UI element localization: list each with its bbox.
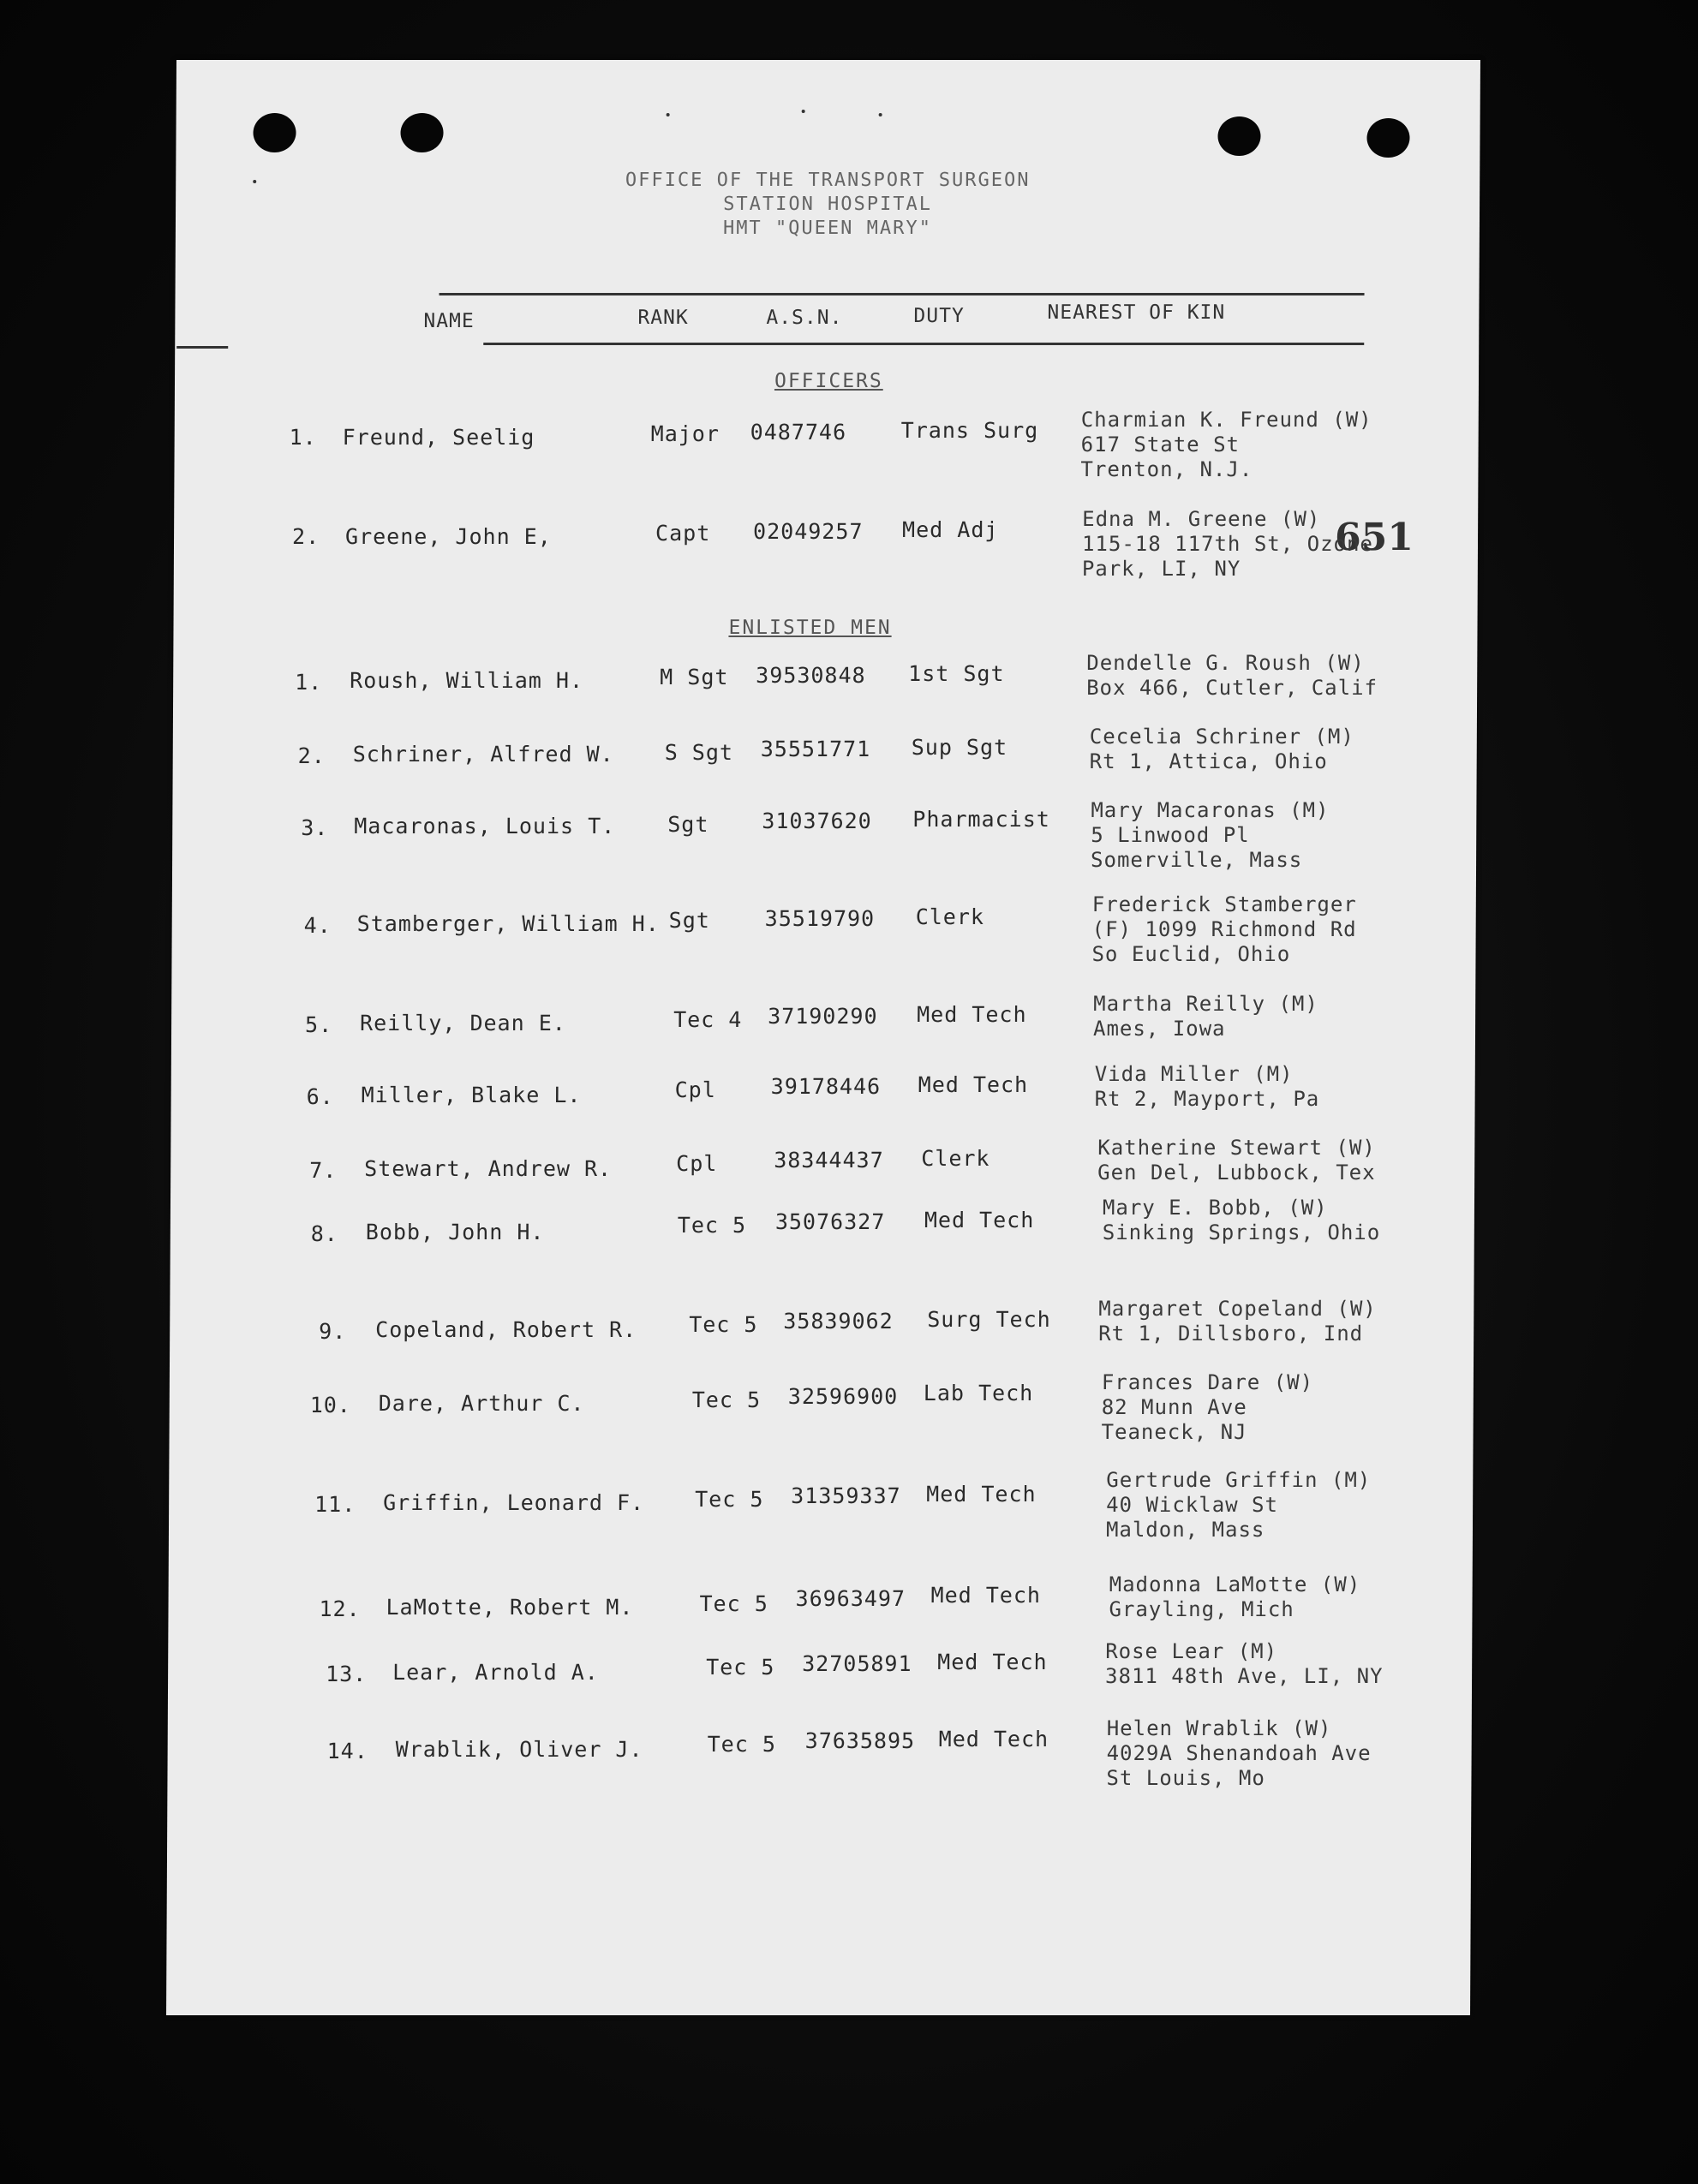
row-number: 4. (303, 913, 332, 938)
row-duty: Surg Tech (927, 1307, 1051, 1332)
kin-line: Edna M. Greene (W) (1082, 507, 1321, 531)
section-officers: OFFICERS (774, 370, 883, 392)
row-number: 2. (297, 743, 326, 768)
row-asn: 32596900 (787, 1384, 899, 1409)
kin-line: Maldon, Mass (1105, 1518, 1265, 1542)
kin-line: Mary E. Bobb, (W) (1102, 1196, 1328, 1220)
row-rank: Tec 5 (691, 1387, 762, 1412)
speck (879, 113, 882, 116)
column-name: NAME (423, 310, 475, 332)
row-kin (1090, 725, 1354, 774)
row-rank: M Sgt (660, 665, 729, 689)
speck (802, 110, 805, 113)
row-number: 1. (295, 670, 323, 695)
row-asn: 35076327 (774, 1209, 886, 1234)
row-duty: Med Tech (930, 1583, 1042, 1608)
section-enlisted-men: ENLISTED MEN (728, 617, 892, 639)
row-name: Lear, Arnold A. (392, 1660, 599, 1685)
row-rank: Tec 4 (673, 1007, 743, 1032)
speck (667, 113, 670, 116)
row-rank: Tec 5 (699, 1591, 768, 1616)
row-number: 2. (291, 524, 320, 549)
kin-line: Teaneck, NJ (1101, 1420, 1247, 1444)
row-name: Freund, Seelig (342, 425, 535, 450)
row-duty: Med Tech (917, 1002, 1027, 1027)
row-rank: Tec 5 (689, 1312, 758, 1337)
kin-line: Madonna LaMotte (W) (1109, 1572, 1361, 1596)
document-page (166, 60, 1480, 2015)
kin-line: Martha Reilly (M) (1093, 992, 1318, 1016)
kin-line: (F) 1099 Richmond Rd (1091, 917, 1357, 941)
row-asn: 02049257 (753, 519, 864, 544)
row-duty: Med Tech (924, 1208, 1035, 1232)
kin-line: 82 Munn Ave (1101, 1395, 1247, 1419)
row-name: Dare, Arthur C. (378, 1391, 585, 1416)
kin-line: Ames, Iowa (1092, 1017, 1226, 1041)
row-number: 6. (306, 1084, 334, 1109)
row-number: 8. (310, 1221, 338, 1246)
row-name: Schriner, Alfred W. (352, 742, 614, 767)
row-duty: Med Tech (918, 1072, 1029, 1097)
column-nearest-of-kin: NEAREST OF KIN (1047, 301, 1226, 324)
column-asn: A.S.N. (766, 307, 843, 329)
column-duty: DUTY (913, 305, 965, 327)
row-name: Greene, John E, (344, 524, 552, 549)
row-name: Roush, William H. (350, 668, 584, 693)
kin-line: Grayling, Mich (1109, 1597, 1294, 1621)
kin-line: Gen Del, Lubbock, Tex (1097, 1161, 1376, 1184)
kin-line: Sinking Springs, Ohio (1102, 1220, 1381, 1244)
kin-line: St Louis, Mo (1106, 1766, 1265, 1790)
row-name: Bobb, John H. (365, 1220, 545, 1244)
row-asn: 39178446 (770, 1074, 882, 1099)
row-kin (1106, 1716, 1371, 1791)
bottom-rule (483, 343, 1364, 345)
row-asn: 39530848 (756, 663, 866, 688)
kin-line: Rt 2, Mayport, Pa (1094, 1087, 1320, 1111)
row-duty: Clerk (915, 904, 985, 929)
row-name: Macaronas, Louis T. (354, 814, 616, 838)
row-number: 10. (309, 1393, 351, 1417)
row-number: 11. (314, 1492, 356, 1517)
row-rank: Tec 5 (695, 1487, 764, 1512)
kin-line: Dendelle G. Roush (W) (1086, 651, 1365, 675)
left-rule (176, 346, 228, 349)
row-kin (1097, 1136, 1376, 1185)
row-kin (1098, 1297, 1377, 1346)
kin-line: Gertrude Griffin (M) (1106, 1468, 1372, 1492)
row-name: Griffin, Leonard F. (383, 1490, 645, 1515)
row-duty: Sup Sgt (911, 735, 1008, 760)
kin-line: Charmian K. Freund (W) (1080, 408, 1372, 432)
row-rank: Cpl (676, 1151, 718, 1176)
row-number: 14. (326, 1739, 368, 1763)
punch-hole-icon (400, 113, 443, 152)
kin-line: Rt 1, Attica, Ohio (1089, 749, 1328, 773)
row-number: 5. (305, 1012, 333, 1037)
row-kin (1095, 1062, 1320, 1112)
header-office: OFFICE OF THE TRANSPORT SURGEON (625, 170, 1031, 191)
row-kin (1106, 1468, 1371, 1543)
row-asn: 37635895 (804, 1728, 916, 1753)
row-rank: Tec 5 (707, 1732, 777, 1757)
column-rank: RANK (637, 307, 689, 329)
row-duty: Med Tech (938, 1727, 1049, 1751)
row-duty: Med Adj (902, 517, 999, 542)
row-asn: 35839062 (783, 1309, 894, 1334)
kin-line: So Euclid, Ohio (1091, 942, 1291, 966)
kin-line: Margaret Copeland (W) (1098, 1297, 1377, 1321)
kin-line: Rose Lear (M) (1105, 1639, 1278, 1663)
row-rank: S Sgt (664, 740, 734, 765)
row-duty: Lab Tech (923, 1381, 1034, 1405)
row-asn: 0487746 (750, 420, 847, 445)
kin-line: Helen Wrablik (W) (1106, 1716, 1332, 1740)
kin-line: Mary Macaronas (M) (1091, 798, 1330, 822)
row-asn: 31037620 (762, 809, 872, 833)
row-kin (1091, 892, 1356, 967)
kin-line: Box 466, Cutler, Calif (1086, 676, 1378, 700)
kin-line: Cecelia Schriner (M) (1089, 725, 1354, 749)
row-name: Stewart, Andrew R. (364, 1156, 613, 1181)
kin-line: 115-18 117th St, Ozone (1081, 532, 1373, 556)
kin-line: Frederick Stamberger (1091, 892, 1357, 916)
kin-line: 3811 48th Ave, LI, NY (1105, 1664, 1384, 1688)
row-asn: 32705891 (802, 1651, 912, 1676)
row-kin (1103, 1196, 1381, 1245)
kin-line: Vida Miller (M) (1094, 1062, 1294, 1086)
header-ship: HMT "QUEEN MARY" (722, 218, 932, 239)
row-duty: Pharmacist (912, 807, 1050, 832)
kin-line: Somerville, Mass (1091, 848, 1303, 872)
row-kin (1102, 1370, 1314, 1445)
row-number: 9. (319, 1319, 347, 1344)
page-stamp-number: 651 (1334, 516, 1414, 559)
row-rank: Cpl (674, 1077, 716, 1102)
row-number: 13. (326, 1662, 368, 1686)
row-rank: Tec 5 (706, 1655, 775, 1680)
row-duty: Med Tech (937, 1650, 1048, 1674)
kin-line: 617 State St (1080, 433, 1241, 456)
row-rank: Capt (655, 521, 711, 546)
row-name: Miller, Blake L. (361, 1083, 582, 1107)
row-asn: 35519790 (764, 906, 876, 931)
row-kin (1080, 408, 1372, 482)
row-number: 7. (309, 1158, 338, 1183)
punch-hole-icon (253, 113, 296, 152)
row-duty: Med Tech (926, 1482, 1037, 1507)
kin-line: 40 Wicklaw St (1106, 1493, 1279, 1517)
row-kin (1105, 1639, 1384, 1689)
row-name: Wrablik, Oliver J. (395, 1737, 643, 1762)
kin-line: 4029A Shenandoah Ave (1106, 1741, 1372, 1765)
row-asn: 38344437 (774, 1148, 884, 1173)
row-kin (1091, 798, 1330, 873)
row-kin (1109, 1572, 1360, 1622)
row-kin (1086, 651, 1378, 701)
row-asn: 31359337 (791, 1483, 901, 1508)
row-asn: 37190290 (768, 1004, 878, 1029)
row-duty: 1st Sgt (908, 661, 1005, 686)
row-number: 3. (301, 815, 329, 840)
row-name: LaMotte, Robert M. (386, 1595, 634, 1620)
kin-line: Trenton, N.J. (1080, 457, 1253, 481)
row-duty: Trans Surg (900, 418, 1039, 443)
row-kin (1093, 992, 1318, 1041)
kin-line: Park, LI, NY (1081, 557, 1241, 581)
top-rule (439, 293, 1365, 295)
kin-line: Katherine Stewart (W) (1097, 1136, 1376, 1160)
kin-line: 5 Linwood Pl (1091, 823, 1250, 847)
row-rank: Tec 5 (677, 1213, 747, 1238)
row-rank: Major (650, 421, 720, 446)
punch-hole-icon (1217, 116, 1260, 156)
row-rank: Sgt (667, 812, 709, 837)
row-asn: 35551771 (760, 737, 871, 761)
row-number: 12. (319, 1596, 361, 1621)
row-asn: 36963497 (795, 1586, 906, 1611)
row-name: Reilly, Dean E. (360, 1011, 566, 1035)
kin-line: Rt 1, Dillsboro, Ind (1098, 1322, 1364, 1346)
row-rank: Sgt (668, 908, 710, 933)
header-hospital: STATION HOSPITAL (723, 194, 933, 215)
row-kin (1082, 507, 1373, 582)
row-number: 1. (289, 425, 317, 450)
row-name: Stamberger, William H. (356, 911, 660, 936)
row-duty: Clerk (921, 1146, 990, 1171)
kin-line: Frances Dare (W) (1101, 1370, 1314, 1394)
row-name: Copeland, Robert R. (375, 1317, 637, 1342)
punch-hole-icon (1366, 118, 1409, 158)
